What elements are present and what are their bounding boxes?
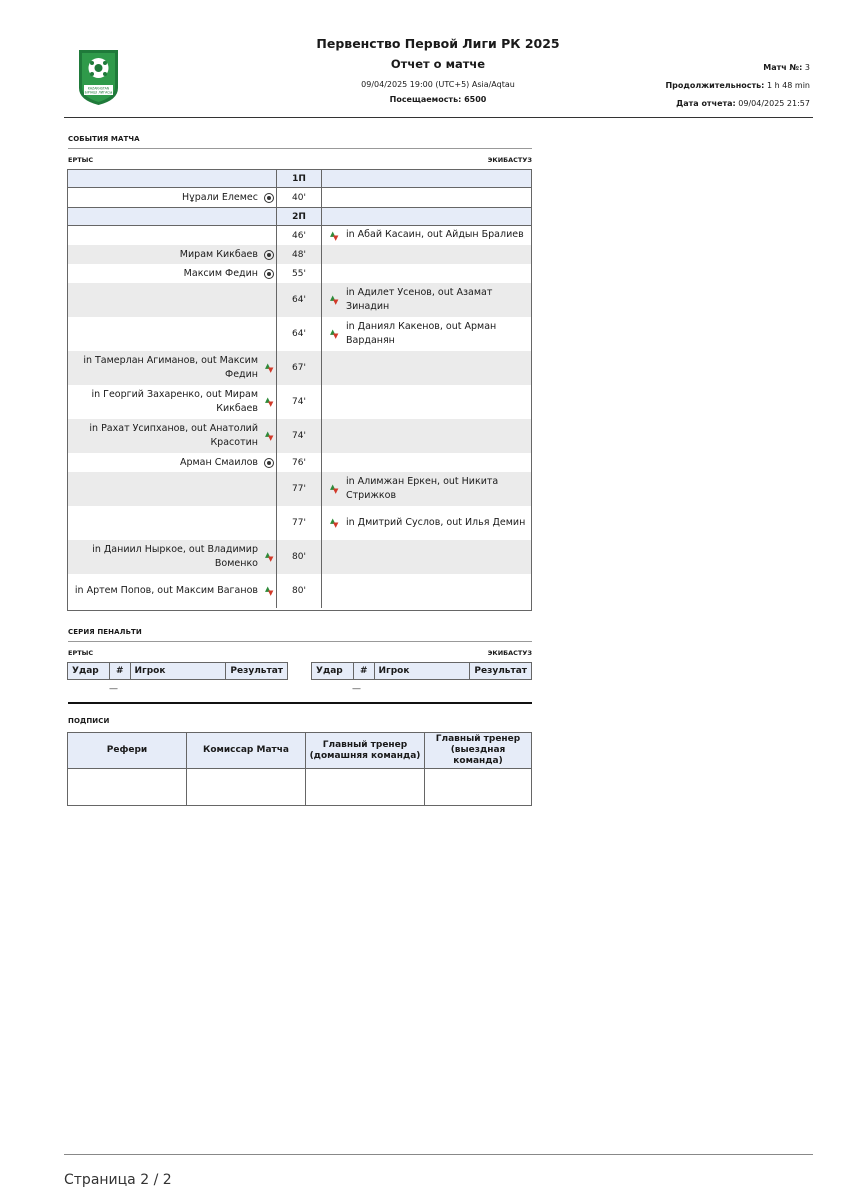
events-away-team: ЭКИБАСТУЗ — [487, 156, 532, 164]
col-result: Результат — [226, 663, 288, 680]
goal-icon — [264, 193, 274, 203]
penalties-away-empty: — — [352, 684, 361, 694]
match-number-label: Матч №: — [763, 63, 803, 72]
event-minute: 74' — [277, 419, 322, 453]
event-minute: 55' — [277, 264, 322, 283]
referee-signature-cell — [68, 769, 187, 806]
event-minute: 64' — [277, 317, 322, 351]
match-duration — [665, 81, 810, 90]
event-minute: 80' — [277, 574, 322, 608]
event-minute: 76' — [277, 453, 322, 472]
event-minute: 74' — [277, 385, 322, 419]
substitution-icon: ▲ ▼ — [265, 362, 274, 374]
report-title: Первенство Первой Лиги РК 2025 — [316, 36, 560, 51]
col-number: # — [354, 663, 374, 680]
event-away-text: in Алимжан Еркен, out Никита Стрижков — [346, 472, 532, 506]
commissioner-header: Комиссар Матча — [187, 733, 306, 769]
event-home-text: Арман Смаилов — [179, 456, 258, 468]
events-table — [67, 169, 532, 608]
report-subtitle: Отчет о матче — [390, 57, 486, 71]
event-row — [67, 226, 532, 246]
attendance: Посещаемость: 6500 — [389, 95, 487, 104]
footer-divider — [64, 1154, 813, 1155]
event-minute: 77' — [277, 506, 322, 540]
event-row — [67, 317, 532, 351]
period-row — [67, 208, 532, 226]
event-row — [67, 385, 532, 419]
report-date-value: 09/04/2025 21:57 — [738, 99, 810, 108]
event-away-text: in Даниял Какенов, out Арман Варданян — [346, 321, 497, 346]
col-player: Игрок — [374, 663, 470, 680]
header-divider — [64, 117, 813, 118]
event-home-text: in Даниил Ныркое, out Владимир Воменко — [67, 540, 262, 574]
events-section-title: СОБЫТИЯ МАТЧА — [68, 135, 140, 143]
goal-icon — [264, 458, 274, 468]
svg-text:БІРІНШІ ЛИГАСЫ: БІРІНШІ ЛИГАСЫ — [84, 90, 113, 95]
penalties-bottom-rule — [68, 702, 532, 704]
duration-value: 1 h 48 min — [766, 81, 810, 90]
event-row — [67, 506, 532, 540]
col-result: Результат — [470, 663, 532, 680]
event-row — [67, 245, 532, 264]
home-coach-header — [306, 733, 425, 769]
away-coach-line2: (выездная команда) — [450, 745, 506, 766]
commissioner-signature-cell — [187, 769, 306, 806]
penalties-away-table — [311, 662, 532, 680]
home-coach-line2: (домашняя команда) — [309, 750, 421, 761]
substitution-icon: ▲ ▼ — [330, 328, 339, 340]
substitution-icon: ▲ ▼ — [330, 294, 339, 306]
report-date — [676, 99, 810, 108]
events-home-team: ЕРТЫС — [68, 156, 94, 164]
penalties-home-team: ЕРТЫС — [68, 649, 94, 657]
penalties-divider — [68, 641, 532, 642]
event-row — [67, 264, 532, 283]
event-row — [67, 472, 532, 506]
goal-icon — [264, 250, 274, 260]
signatures-table — [67, 732, 532, 806]
match-number — [763, 63, 810, 72]
report-date-label: Дата отчета: — [676, 99, 736, 108]
event-row — [67, 574, 532, 608]
substitution-icon: ▲ ▼ — [330, 517, 339, 529]
event-home-text: Максим Федин — [183, 267, 258, 279]
event-away-text: in Абай Касаин, out Айдын Бралиев — [346, 229, 524, 241]
match-number-value: 3 — [804, 63, 810, 72]
home-coach-signature-cell — [306, 769, 425, 806]
svg-text:KAZAKHSTAN: KAZAKHSTAN — [87, 86, 110, 91]
substitution-icon: ▲ ▼ — [330, 229, 339, 242]
event-row — [67, 351, 532, 385]
event-home-text: in Рахат Усипханов, out Анатолий Красотин — [67, 419, 262, 453]
event-row — [67, 188, 532, 208]
period-label: 1П — [277, 170, 322, 188]
event-minute: 77' — [277, 472, 322, 506]
event-row — [67, 453, 532, 472]
penalties-home-table — [67, 662, 288, 680]
event-minute: 46' — [277, 226, 322, 246]
league-logo — [75, 48, 122, 106]
away-coach-header — [425, 733, 532, 769]
penalties-home-empty: — — [109, 684, 118, 694]
col-shot: Удар — [312, 663, 354, 680]
col-number: # — [110, 663, 130, 680]
event-away-text: in Адилет Усенов, out Азамат Зинадин — [346, 283, 532, 317]
period-row — [67, 170, 532, 188]
event-minute: 48' — [277, 245, 322, 264]
event-minute: 80' — [277, 540, 322, 574]
event-away-text: in Дмитрий Суслов, out Илья Демин — [346, 517, 526, 528]
event-home-text: Нұрали Елемес — [181, 191, 258, 203]
signatures-section-title: ПОДПИСИ — [68, 717, 110, 725]
col-shot: Удар — [68, 663, 110, 680]
referee-header: Рефери — [68, 733, 187, 769]
penalties-section-title: СЕРИЯ ПЕНАЛЬТИ — [68, 628, 142, 636]
substitution-icon: ▲ ▼ — [330, 483, 339, 495]
substitution-icon: ▲ ▼ — [265, 585, 274, 597]
away-coach-line1: Главный тренер — [435, 734, 521, 744]
events-divider — [68, 148, 532, 149]
home-coach-line1: Главный тренер — [322, 739, 408, 750]
penalties-away-team: ЭКИБАСТУЗ — [487, 649, 532, 657]
event-home-text: in Тамерлан Агиманов, out Максим Федин — [67, 351, 262, 385]
goal-icon — [264, 269, 274, 279]
event-minute: 67' — [277, 351, 322, 385]
substitution-icon: ▲ ▼ — [265, 551, 274, 563]
col-player: Игрок — [130, 663, 226, 680]
event-minute: 40' — [277, 188, 322, 208]
period-label: 2П — [277, 208, 322, 226]
page-number: Страница 2 / 2 — [64, 1172, 172, 1188]
event-row — [67, 540, 532, 574]
substitution-icon: ▲ ▼ — [265, 430, 274, 442]
event-row — [67, 419, 532, 453]
event-home-text: Мирам Кикбаев — [67, 245, 262, 264]
duration-label: Продолжительность: — [665, 81, 765, 90]
substitution-icon: ▲ ▼ — [265, 396, 274, 408]
event-minute: 64' — [277, 283, 322, 317]
event-home-text: in Георгий Захаренко, out Мирам Кикбаев — [91, 389, 258, 414]
event-row — [67, 283, 532, 317]
match-datetime: 09/04/2025 19:00 (UTC+5) Asia/Aqtau — [361, 80, 515, 89]
away-coach-signature-cell — [425, 769, 532, 806]
event-home-text: in Артем Попов, out Максим Ваганов — [74, 585, 258, 596]
